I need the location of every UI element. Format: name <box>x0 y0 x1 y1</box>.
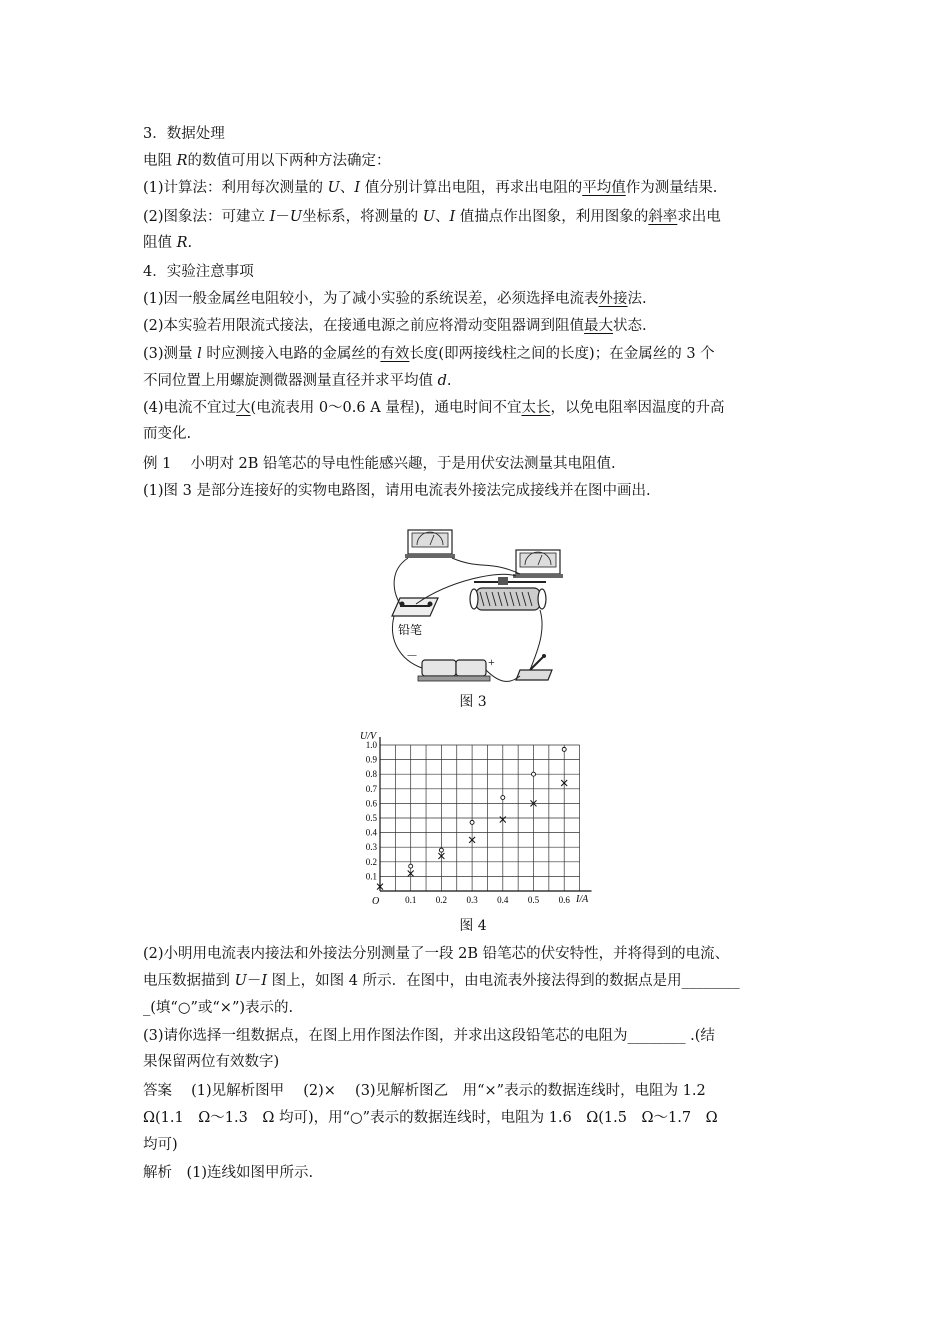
data-point-circle <box>562 747 566 751</box>
question-2-cont-2: _(填“○”或“×”)表示的. <box>143 1000 294 1016</box>
note-3-cont: 不同位置上用螺旋测微器测量直径并求平均值 d. <box>143 373 452 389</box>
chart-grid <box>380 745 580 891</box>
section-3-heading: 3．数据处理 <box>143 126 225 142</box>
question-3: (3)请你选择一组数据点，在图上用作图法作图，并求出这段铅笔芯的电阻为________ .(结 <box>143 1028 715 1044</box>
rheostat-icon <box>470 577 546 610</box>
voltmeter-icon <box>405 530 455 558</box>
pencil-board-icon <box>392 598 438 616</box>
data-point-circle <box>501 796 505 800</box>
note-1: (1)因一般金属丝电阻较小，为了减小实验的系统误差，必须选择电流表外接法. <box>143 291 647 307</box>
data-point-circle <box>470 820 474 824</box>
y-tick-label: 0.1 <box>365 871 377 882</box>
x-tick-label: 0.4 <box>497 895 509 905</box>
x-axis-label: I/A <box>576 894 589 905</box>
y-tick-label: 0.6 <box>365 798 377 809</box>
chart-ticks <box>366 740 571 905</box>
figure-3-circuit <box>380 520 570 685</box>
switch-icon <box>516 654 552 680</box>
x-tick-label: 0.5 <box>527 895 540 905</box>
battery-minus-label: － <box>406 649 419 663</box>
ammeter-icon <box>513 550 563 578</box>
figure-4-caption: 图 4 <box>459 918 487 934</box>
x-tick-label: 0.2 <box>435 895 448 905</box>
origin-label: O <box>372 896 380 907</box>
analysis-line-1: 解析 (1)连线如图甲所示. <box>143 1165 314 1181</box>
y-axis-label: U/V <box>360 731 377 742</box>
question-2: (2)小明用电流表内接法和外接法分别测量了一段 2B 铅笔芯的伏安特性，并将得到的电流、 <box>143 946 730 962</box>
x-tick-label: 0.6 <box>558 895 570 905</box>
data-point-circle <box>409 864 413 868</box>
x-tick-label: 0.3 <box>466 895 478 905</box>
answer-line-1: 答案 (1)见解析图甲 (2)× (3)见解析图乙 用“×”表示的数据连线时，电阻为 1.2 <box>143 1083 706 1099</box>
y-tick-label: 0.8 <box>365 769 377 780</box>
note-3: (3)测量 l 时应测接入电路的金属丝的有效长度(即两接线柱之间的长度)；在金属丝的 3 个 <box>143 346 715 362</box>
y-tick-label: 0.3 <box>365 842 377 853</box>
answer-line-3: 均可) <box>143 1137 178 1153</box>
question-2-cont: 电压数据描到 U－I 图上，如图 4 所示．在图中，由电流表外接法得到的数据点是用________ <box>143 973 740 989</box>
section-3-intro: 电阻 R的数值可用以下两种方法确定： <box>143 153 391 169</box>
battery-icon <box>418 660 490 681</box>
y-tick-label: 0.9 <box>365 754 377 765</box>
figure-3-caption: 图 3 <box>459 694 487 710</box>
note-4: (4)电流不宜过大(电流表用 0～0.6 A 量程)，通电时间不宜太长，以免电阻率因温度的升高 <box>143 400 725 416</box>
y-tick-label: 0.5 <box>365 813 377 823</box>
section-4-heading: 4．实验注意事项 <box>143 264 254 280</box>
y-tick-label: 1.0 <box>365 740 377 750</box>
note-2: (2)本实验若用限流式接法，在接通电源之前应将滑动变阻器调到阻值最大状态. <box>143 318 647 334</box>
method-2-text: (2)图象法：可建立 I－U坐标系，将测量的 U、I 值描点作出图象，利用图象的斜率求出电 <box>143 209 721 225</box>
y-tick-label: 0.7 <box>365 783 377 794</box>
data-point-circle <box>439 848 443 852</box>
question-1: (1)图 3 是部分连接好的实物电路图，请用电流表外接法完成接线并在图中画出. <box>143 483 651 499</box>
data-point-circle <box>532 772 536 776</box>
question-3-cont: 果保留两位有效数字) <box>143 1054 280 1070</box>
battery-plus-label: + <box>488 655 495 669</box>
note-4-cont: 而变化. <box>143 426 192 442</box>
pencil-label: 铅笔 <box>398 623 423 637</box>
y-tick-label: 0.4 <box>365 827 377 838</box>
figure-4-chart <box>360 728 600 910</box>
example-title: 例 1 小明对 2B 铅笔芯的导电性能感兴趣，于是用伏安法测量其电阻值. <box>143 456 616 472</box>
x-tick-label: 0.1 <box>405 895 417 905</box>
method-1-text: (1)计算法：利用每次测量的 U、I 值分别计算出电阻，再求出电阻的平均值作为测量结果. <box>143 180 718 196</box>
method-2-text-cont: 阻值 R. <box>143 235 193 251</box>
y-tick-label: 0.2 <box>365 856 377 867</box>
answer-line-2: Ω(1.1 Ω～1.3 Ω 均可)，用“○”表示的数据连线时，电阻为 1.6 Ω(1.5 Ω～1.7 Ω <box>143 1110 718 1126</box>
